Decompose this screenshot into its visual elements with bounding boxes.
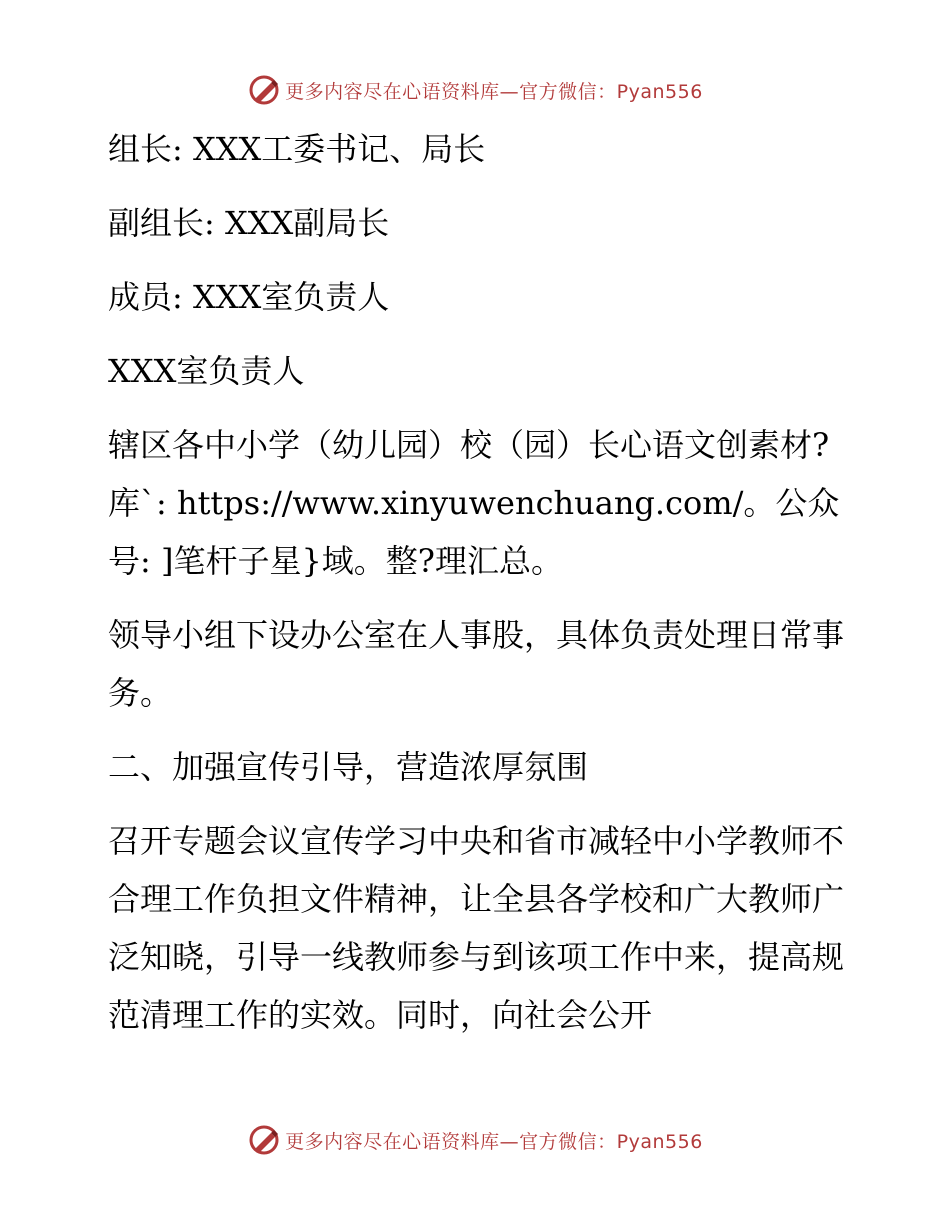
paragraph-meeting: 召开专题会议宣传学习中央和省市减轻中小学教师不合理工作负担文件精神，让全县各学校和广大教师广泛知晓，引导一线教师参与到该项工作中来，提高规范清理工作的实效。同时，向社会公开 xyxy=(108,822,845,1034)
pen-logo-icon xyxy=(247,73,281,107)
banner-account: Pyan556 xyxy=(616,1130,703,1153)
banner-slogan: 更多内容尽在心语资料库—官方微信： xyxy=(285,1130,617,1153)
paragraph-member-office: XXX室负责人 xyxy=(108,352,305,390)
paragraph-leader: 组长: XXX工委书记、局长 xyxy=(108,130,486,168)
paragraph-members: 成员: XXX室负责人 xyxy=(108,278,390,316)
banner-text xyxy=(285,77,703,104)
banner-account: Pyan556 xyxy=(616,80,703,103)
header-banner xyxy=(0,68,950,112)
document-body xyxy=(96,120,856,1044)
section-heading-two: 二、加强宣传引导，营造浓厚氛围 xyxy=(108,748,589,786)
banner-slogan: 更多内容尽在心语资料库—官方微信： xyxy=(285,80,617,103)
footer-banner xyxy=(0,1118,950,1162)
paragraph-school-heads: 辖区各中小学（幼儿园）校（园）长心语文创素材?库`: https://www.xinyuwenchuang.com/。公众号: ]笔杆子星}域。整?理汇总。 xyxy=(108,426,840,580)
paragraph-office-setup: 领导小组下设办公室在人事股，具体负责处理日常事务。 xyxy=(108,616,845,712)
banner-text xyxy=(285,1127,703,1154)
paragraph-deputy-leader: 副组长: XXX副局长 xyxy=(108,204,390,242)
pen-logo-icon xyxy=(247,1123,281,1157)
